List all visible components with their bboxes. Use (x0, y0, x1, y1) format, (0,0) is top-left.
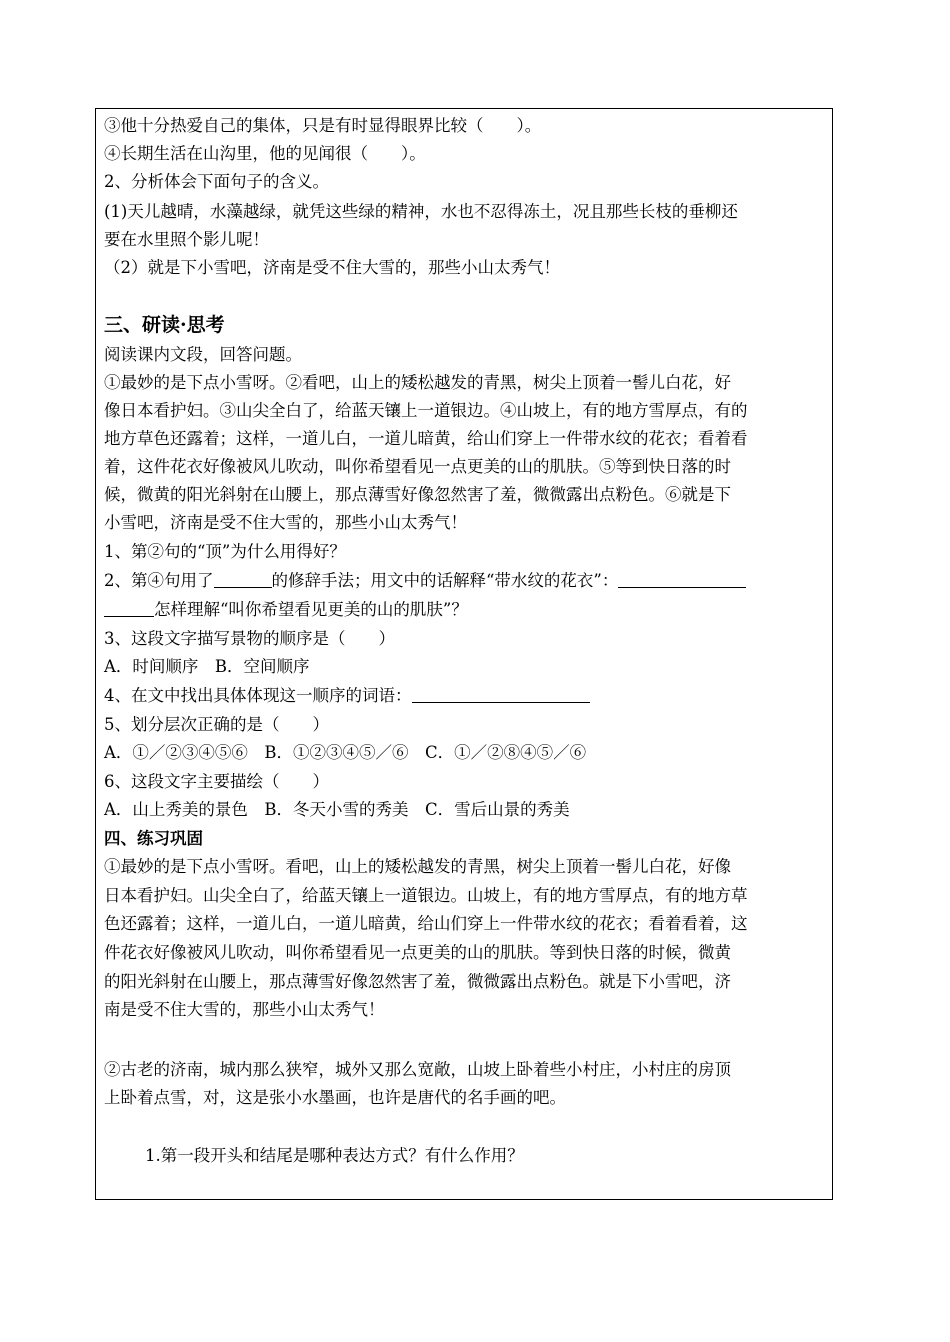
text-line: 2、分析体会下面句子的含义。 (104, 172, 329, 191)
text-line: 南是受不住大雪的，那些小山太秀气！ (104, 1000, 385, 1019)
text-line: ③他十分热爱自己的集体，只是有时显得眼界比较（ ）。 (104, 116, 542, 135)
answer-blank[interactable] (412, 686, 590, 703)
text-line: 1.第一段开头和结尾是哪种表达方式？有什么作用？ (145, 1146, 524, 1165)
text-line: 5、划分层次正确的是（ ） (104, 715, 329, 734)
section-heading-yandu: 三、研读·思考 (104, 314, 225, 336)
text-line: 件花衣好像被风儿吹动，叫你希望看见一点更美的山的肌肤。等到快日落的时候，微黄 (104, 943, 731, 962)
text-line: 色还露着；这样，一道儿白，一道儿暗黄，给山们穿上一件带水纹的花衣；看着看着，这 (104, 914, 748, 933)
answer-blank[interactable] (104, 600, 154, 617)
text-line: 像日本看护妇。③山尖全白了，给蓝天镶上一道银边。④山坡上，有的地方雪厚点，有的 (104, 401, 748, 420)
text-line: ①最妙的是下点小雪呀。②看吧，山上的矮松越发的青黑，树尖上顶着一髻儿白花，好 (104, 373, 731, 392)
text-line: 候，微黄的阳光斜射在山腰上，那点薄雪好像忽然害了羞，微微露出点粉色。⑥就是下 (104, 485, 731, 504)
question-middle: 的修辞手法；用文中的话解释“带水纹的花衣”： (271, 571, 619, 590)
question-rhetoric (104, 571, 746, 591)
question-prefix: 2、第④句用了 (104, 571, 214, 590)
text-line: 地方草色还露着；这样，一道儿白，一道儿暗黄，给山们穿上一件带水纹的花衣；看着看 (104, 429, 748, 448)
text-line: ④长期生活在山沟里，他的见闻很（ ）。 (104, 144, 426, 163)
text-line: （2）就是下小雪吧，济南是受不住大雪的，那些小山太秀气！ (104, 258, 560, 277)
text-line: 要在水里照个影儿呢！ (104, 230, 269, 249)
answer-blank[interactable] (214, 571, 272, 588)
text-line: A．时间顺序 B．空间顺序 (104, 657, 310, 676)
text-line: (1)天儿越晴，水藻越绿，就凭这些绿的精神，水也不忍得冻土，况且那些长枝的垂柳还 (104, 202, 738, 221)
question-find-words (104, 686, 590, 706)
text-line: 日本看护妇。山尖全白了，给蓝天镶上一道银边。山坡上，有的地方雪厚点，有的地方草 (104, 886, 748, 905)
question-prefix: 4、在文中找出具体体现这一顺序的词语： (104, 686, 412, 705)
text-line: 的阳光斜射在山腰上，那点薄雪好像忽然害了羞，微微露出点粉色。就是下小雪吧，济 (104, 972, 731, 991)
question-suffix: 怎样理解“叫你希望看见更美的山的肌肤”？ (154, 600, 468, 619)
question-continuation (104, 600, 468, 620)
section-heading-lianxi: 四、练习巩固 (104, 829, 203, 848)
text-line: 3、这段文字描写景物的顺序是（ ） (104, 629, 395, 648)
answer-blank[interactable] (618, 571, 746, 588)
text-line: 着，这件花衣好像被风儿吹动，叫你希望看见一点更美的山的肌肤。⑤等到快日落的时 (104, 457, 731, 476)
text-line: 1、第②句的“顶”为什么用得好？ (104, 542, 346, 561)
text-line: A．山上秀美的景色 B．冬天小雪的秀美 C．雪后山景的秀美 (104, 800, 570, 819)
text-line: A．①／②③④⑤⑥ B．①②③④⑤／⑥ C．①／②⑧④⑤／⑥ (104, 743, 587, 762)
text-line: 6、这段文字主要描绘（ ） (104, 772, 329, 791)
text-line: 阅读课内文段，回答问题。 (104, 345, 302, 364)
text-line: 小雪吧，济南是受不住大雪的，那些小山太秀气！ (104, 513, 467, 532)
text-line: ①最妙的是下点小雪呀。看吧，山上的矮松越发的青黑，树尖上顶着一髻儿白花，好像 (104, 857, 731, 876)
text-line: 上卧着点雪，对，这是张小水墨画，也许是唐代的名手画的吧。 (104, 1088, 566, 1107)
text-line: ②古老的济南，城内那么狭窄，城外又那么宽敞，山坡上卧着些小村庄，小村庄的房顶 (104, 1060, 731, 1079)
